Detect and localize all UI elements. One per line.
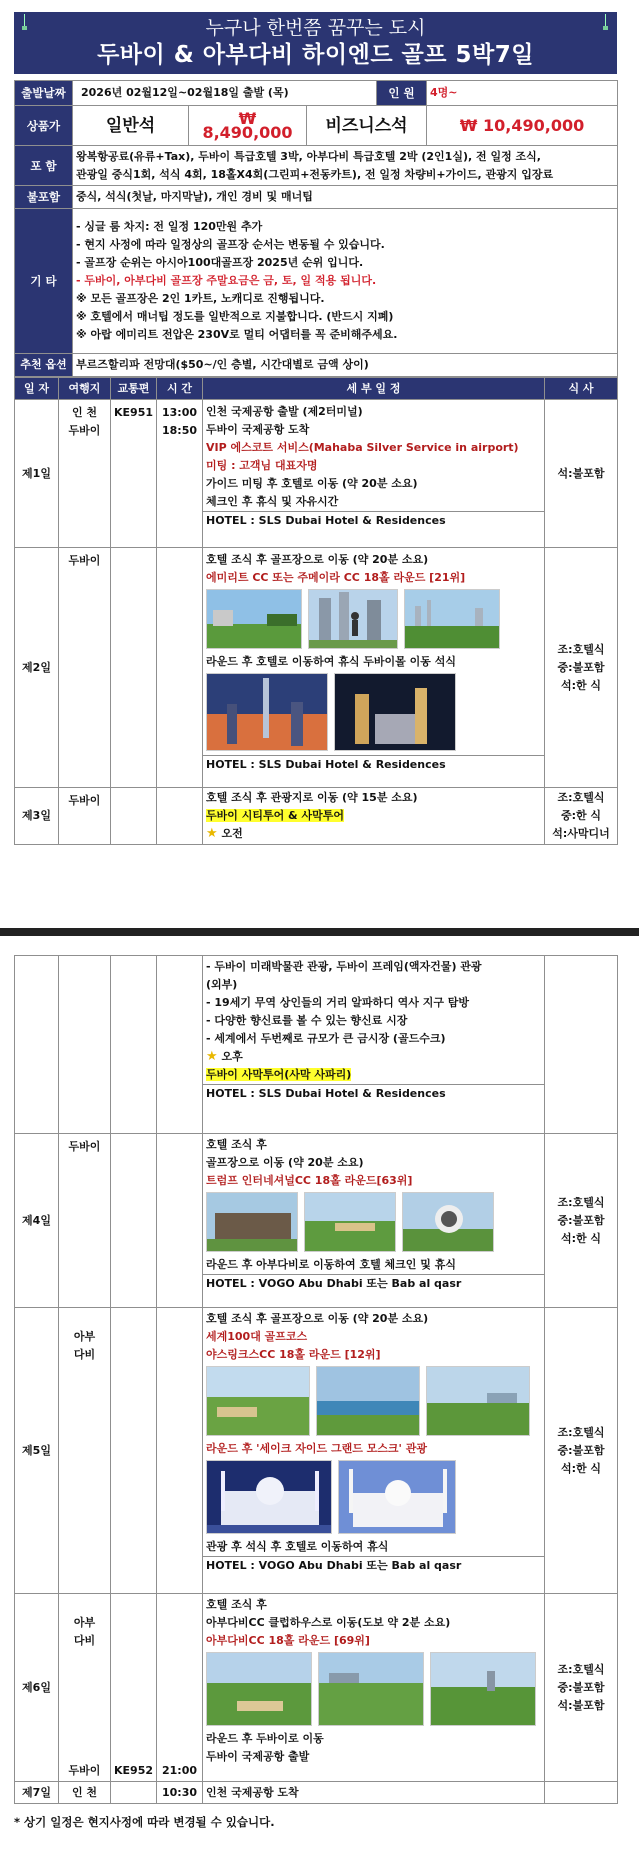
place-name: 아부 [73, 1330, 96, 1343]
place-name: 다비 [73, 1634, 96, 1647]
place-name: 다비 [73, 1348, 96, 1361]
included-label: 포 함 [15, 146, 73, 186]
meal-lunch: 중:불포함 [557, 1213, 605, 1227]
header-time: 시 간 [157, 378, 203, 400]
meal-cell [545, 1782, 618, 1804]
detail-line: 호텔 조식 후 관광지로 이동 (약 15분 소요) [206, 791, 418, 804]
place-cell [59, 1134, 111, 1308]
place-name: 아부 [73, 1616, 96, 1629]
page-1 [14, 80, 617, 845]
meal-cell [545, 956, 618, 1134]
golfer-photo [308, 589, 398, 649]
detail-line: 호텔 조식 후 [206, 1598, 267, 1611]
detail-line: 라운드 후 아부다비로 이동하여 호텔 체크인 및 휴식 [206, 1258, 456, 1271]
etc-line: - 싱글 룸 차지: 전 일정 120만원 추가 [76, 220, 263, 233]
detail-line-vip: VIP 에스코트 서비스(Mahaba Silver Service in airport) [206, 441, 519, 454]
morning-label: 오전 [221, 827, 243, 840]
detail-line: 호텔 조식 후 [206, 1138, 267, 1151]
day6-detail [203, 1594, 545, 1782]
time-cell [157, 1308, 203, 1594]
flight-cell [111, 548, 157, 788]
dubai-photos [206, 673, 541, 753]
day5-row [15, 1308, 618, 1594]
place-cell [59, 548, 111, 788]
hotel-line: HOTEL : SLS Dubai Hotel & Residences [203, 511, 544, 529]
detail-line: 인천 국제공항 출발 (제2터미널) [206, 405, 363, 418]
detail-line: - 다양한 향신료를 볼 수 있는 향신료 시장 [206, 1014, 408, 1027]
day2-detail [203, 548, 545, 788]
detail-line: 가이드 미팅 후 호텔로 이동 (약 20분 소요) [206, 477, 418, 490]
detail-line-mosque: 라운드 후 '세이크 자이드 그랜드 모스크' 관광 [206, 1442, 427, 1455]
excluded-value: 중식, 석식(첫날, 마지막날), 개인 경비 및 매너팁 [73, 186, 618, 209]
place-cell [59, 1308, 111, 1594]
golf-course-photo [426, 1366, 530, 1436]
etc-line: ※ 아랍 에미리트 전압은 230V로 멀티 어댑터를 꼭 준비해주세요. [76, 328, 398, 341]
flight-cell [111, 788, 157, 845]
day1-detail [203, 400, 545, 548]
detail-line: - 19세기 무역 상인들의 거리 알파하디 역사 지구 탐방 [206, 996, 470, 1009]
afternoon-label: 오후 [221, 1050, 243, 1063]
detail-line: 라운드 후 호텔로 이동하여 휴식 두바이몰 이동 석식 [206, 655, 456, 668]
place-name: 두바이 [68, 794, 101, 807]
hotel-line: HOTEL : SLS Dubai Hotel & Residences [203, 755, 544, 773]
detail-line: 관광 후 석식 후 호텔로 이동하여 휴식 [206, 1540, 389, 1553]
day-label: 제7일 [15, 1782, 59, 1804]
detail-line-top100: 세계100대 골프코스 [206, 1330, 308, 1343]
time-cell [157, 400, 203, 548]
flight-cell [111, 1308, 157, 1594]
etc-line: - 골프장 순위는 아시아100대골프장 2025년 순위 입니다. [76, 256, 364, 269]
day4-detail [203, 1134, 545, 1308]
day-label: 제2일 [15, 548, 59, 788]
place-cell [59, 788, 111, 845]
place-cell: 인 천 [59, 1782, 111, 1804]
golf-course-photo [318, 1652, 424, 1726]
hotel-line: HOTEL : SLS Dubai Hotel & Residences [203, 1084, 544, 1102]
itinerary-table [14, 377, 618, 845]
day-label: 제3일 [15, 788, 59, 845]
time-cell [157, 956, 203, 1134]
detail-line-golf: 에미리트 CC 또는 주메이라 CC 18홀 라운드 [21위] [206, 571, 466, 584]
meal-breakfast: 조:호텔식 [557, 1195, 605, 1209]
etc-label: 기 타 [15, 209, 73, 354]
detail-line: 호텔 조식 후 골프장으로 이동 (약 20분 소요) [206, 1312, 429, 1325]
day-label: 제4일 [15, 1134, 59, 1308]
detail-line: 호텔 조식 후 골프장으로 이동 (약 20분 소요) [206, 553, 429, 566]
flight-cell [111, 1782, 157, 1804]
meal-lunch: 중:불포함 [557, 660, 605, 674]
flag-icon [22, 14, 28, 30]
detail-line: 체크인 후 휴식 및 자유시간 [206, 495, 339, 508]
meal-dinner: 석:사막디너 [552, 827, 610, 840]
golf-course-photo [206, 589, 302, 649]
day4-row [15, 1134, 618, 1308]
mosque-dusk-photo [338, 1460, 456, 1534]
meal-cell [545, 1594, 618, 1782]
detail-line: - 두바이 미래박물관 관광, 두바이 프레임(액자건물) 관광 [206, 960, 482, 973]
city-tour-highlight: 두바이 시티투어 & 사막투어 [206, 809, 344, 822]
day3-detail-continued [203, 956, 545, 1134]
place-name: 두바이 [68, 424, 101, 437]
dubai-fountain-photo [334, 673, 456, 751]
detail-line: 아부다비CC 클럽하우스로 이동(도보 약 2분 소요) [206, 1616, 451, 1629]
header-transport: 교통편 [111, 378, 157, 400]
meal-breakfast: 조:호텔식 [557, 1425, 605, 1439]
included-value [73, 146, 618, 186]
title-banner [14, 12, 617, 74]
day3-detail [203, 788, 545, 845]
excluded-label: 불포함 [15, 186, 73, 209]
option-value: 부르즈할리파 전망대($50~/인 층별, 시간대별로 금액 상이) [73, 354, 618, 377]
date-value: 2026년 02월12일~02월18일 출발 (목) [73, 81, 377, 106]
time-value: 18:50 [161, 424, 197, 437]
clubhouse-photo [206, 1192, 298, 1252]
header-day: 일 자 [15, 378, 59, 400]
itinerary-header [15, 378, 618, 400]
time-cell [157, 548, 203, 788]
place-name: 두바이 [68, 1764, 101, 1777]
detail-line-meeting: 미팅 : 고객님 대표자명 [206, 459, 318, 472]
golf-course-photo [304, 1192, 396, 1252]
header-place: 여행지 [59, 378, 111, 400]
day6-row [15, 1594, 618, 1782]
place-name: 두바이 [68, 1140, 101, 1153]
date-label: 출발날짜 [15, 81, 73, 106]
footnote: * 상기 일정은 현지사정에 따라 변경될 수 있습니다. [14, 1815, 275, 1829]
day-label: 제1일 [15, 400, 59, 548]
desert-tour-highlight: 두바이 사막투어(사막 사파리) [206, 1068, 352, 1081]
day1-row [15, 400, 618, 548]
banner-title: 두바이 & 아부다비 하이엔드 골프 5박7일 [97, 42, 534, 68]
option-label: 추천 옵션 [15, 354, 73, 377]
golf-course-photo [316, 1366, 420, 1436]
detail-line: - 세계에서 두번째로 규모가 큰 금시장 (골드수크) [206, 1032, 446, 1045]
included-line: 왕복항공료(유류+Tax), 두바이 특급호텔 3박, 아부다비 특급호텔 2박 (2인1실), 전 일정 조식, [76, 149, 541, 163]
meal-lunch: 중:한 식 [560, 809, 602, 822]
meal-dinner: 석:한 식 [560, 1461, 602, 1475]
meal-dinner: 석:불포함 [557, 1698, 605, 1712]
meal-lunch: 중:불포함 [557, 1680, 605, 1694]
header-meal: 식 사 [545, 378, 618, 400]
flight-cell [111, 1594, 157, 1782]
page-separator [0, 928, 639, 936]
day7-row [15, 1782, 618, 1804]
etc-line: - 현지 사정에 따라 일정상의 골프장 순서는 변동될 수 있습니다. [76, 238, 385, 251]
trump-logo-photo [402, 1192, 494, 1252]
included-line: 관광일 중식1회, 석식 4회, 18홀X4회(그린피+전동카트), 전 일정 차량비+가이드, 관광지 입장료 [76, 167, 554, 181]
meal-dinner: 석:한 식 [560, 678, 602, 692]
detail-line: 골프장으로 이동 (약 20분 소요) [206, 1156, 364, 1169]
banner-subtitle: 누구나 한번쯤 꿈꾸는 도시 [205, 17, 426, 39]
star-icon: ★ [206, 1049, 218, 1064]
etc-line-weekend: - 두바이, 아부다비 골프장 주말요금은 금, 토, 일 적용 됩니다. [76, 274, 377, 287]
meal-breakfast: 조:호텔식 [557, 1662, 605, 1676]
detail-line-golf: 야스링크스CC 18홀 라운드 [12위] [206, 1348, 381, 1361]
dubai-skyline-photo [206, 673, 328, 751]
business-price: ₩ 10,490,000 [427, 106, 618, 146]
golf-photos [206, 1192, 541, 1254]
place-cell [59, 400, 111, 548]
meal-lunch: 중:불포함 [557, 1443, 605, 1457]
detail-line-golf: 트럼프 인터네셔널CC 18홀 라운드[63위] [206, 1174, 413, 1187]
golf-photos [206, 1366, 541, 1438]
detail-line: 두바이 국제공항 출발 [206, 1750, 310, 1763]
time-cell [157, 1134, 203, 1308]
flight-number: KE952 [114, 1764, 153, 1777]
pax-label: 인 원 [377, 81, 427, 106]
place-cell [59, 1594, 111, 1782]
day3-continued-row [15, 956, 618, 1134]
page-2 [14, 955, 617, 1804]
meal-breakfast: 조:호텔식 [557, 791, 605, 804]
detail-line: 두바이 국제공항 도착 [206, 423, 310, 436]
golf-course-photo [404, 589, 500, 649]
day5-detail [203, 1308, 545, 1594]
meal-dinner: 석:한 식 [560, 1231, 602, 1245]
hotel-line: HOTEL : VOGO Abu Dhabi 또는 Bab al qasr [203, 1556, 544, 1574]
detail-line: (외부) [206, 978, 238, 991]
meal-cell: 석:불포함 [545, 400, 618, 548]
flight-cell [111, 956, 157, 1134]
day-label: 제5일 [15, 1308, 59, 1594]
golf-course-photo [430, 1652, 536, 1726]
etc-notes [73, 209, 618, 354]
meal-cell [545, 548, 618, 788]
day7-detail: 인천 국제공항 도착 [203, 1782, 545, 1804]
mosque-night-photo [206, 1460, 332, 1534]
time-cell [157, 1594, 203, 1782]
time-cell [157, 788, 203, 845]
summary-table [14, 80, 618, 377]
day2-row [15, 548, 618, 788]
time-cell: 10:30 [157, 1782, 203, 1804]
flight-cell [111, 1134, 157, 1308]
meal-cell [545, 1308, 618, 1594]
economy-label: 일반석 [73, 106, 189, 146]
day-label: 제6일 [15, 1594, 59, 1782]
place-name: 두바이 [68, 554, 101, 567]
golf-photos [206, 589, 541, 651]
flight-number: KE951 [114, 406, 153, 419]
time-value: 21:00 [161, 1764, 197, 1777]
day3-row [15, 788, 618, 845]
golf-course-photo [206, 1366, 310, 1436]
economy-price: ₩ 8,490,000 [189, 106, 307, 146]
meal-cell [545, 1134, 618, 1308]
etc-line: ※ 호텔에서 매너팁 정도를 일반적으로 지불합니다. (반드시 지폐) [76, 310, 394, 323]
etc-line: ※ 모든 골프장은 2인 1카트, 노캐디로 진행됩니다. [76, 292, 325, 305]
itinerary-table-continued [14, 955, 618, 1804]
flag-icon [603, 14, 609, 30]
place-cell [59, 956, 111, 1134]
flight-cell [111, 400, 157, 548]
header-detail: 세 부 일 정 [203, 378, 545, 400]
golf-course-photo [206, 1652, 312, 1726]
business-label: 비즈니스석 [307, 106, 427, 146]
price-label: 상품가 [15, 106, 73, 146]
hotel-line: HOTEL : VOGO Abu Dhabi 또는 Bab al qasr [203, 1274, 544, 1292]
mosque-photos [206, 1460, 541, 1536]
star-icon: ★ [206, 826, 218, 841]
day-label [15, 956, 59, 1134]
time-value: 13:00 [161, 406, 197, 419]
detail-line: 라운드 후 두바이로 이동 [206, 1732, 324, 1745]
detail-line-golf: 아부다비CC 18홀 라운드 [69위] [206, 1634, 370, 1647]
golf-photos [206, 1652, 541, 1728]
pax-value: 4명~ [427, 81, 618, 106]
place-name: 인 천 [71, 406, 98, 419]
meal-breakfast: 조:호텔식 [557, 642, 605, 656]
meal-cell [545, 788, 618, 845]
